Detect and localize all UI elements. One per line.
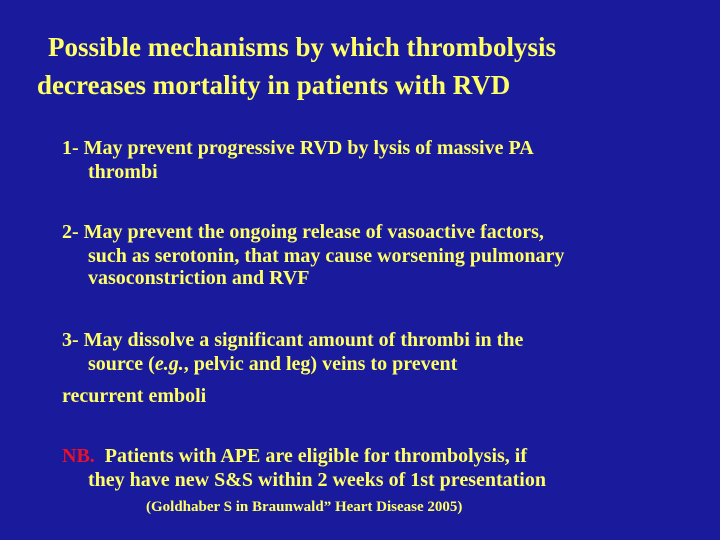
point-3-line-3: recurrent emboli [62, 385, 207, 407]
point-3-line-2-start: source ( [88, 353, 155, 375]
note-line-2: they have new S&S within 2 weeks of 1st presentation [88, 469, 546, 491]
note-label: NB. [62, 445, 95, 467]
point-2-line-3: vasoconstriction and RVF [88, 267, 310, 289]
point-2-line-2: such as serotonin, that may cause worsening pulmonary [88, 245, 565, 267]
point-2-line-1: 2- May prevent the ongoing release of vasoactive factors, [62, 221, 544, 243]
point-3-line-2-italic: e.g. [154, 353, 184, 375]
note-line-1 [62, 444, 527, 468]
point-3-line-2 [88, 352, 457, 376]
point-1-line-1: 1- May prevent progressive RVD by lysis of massive PA [62, 137, 534, 159]
slide-title-line-1: Possible mechanisms by which thrombolysis [48, 32, 557, 62]
point-3-line-2-end: , pelvic and leg) veins to prevent [183, 353, 458, 375]
slide-title-line-2: decreases mortality in patients with RVD [37, 70, 511, 100]
point-3-line-1: 3- May dissolve a significant amount of thrombi in the [62, 329, 524, 351]
note-line-1-text: Patients with APE are eligible for thrombolysis, if [104, 445, 528, 467]
point-1-line-2: thrombi [88, 161, 158, 183]
citation: (Goldhaber S in Braunwald” Heart Disease 2005) [146, 499, 463, 515]
